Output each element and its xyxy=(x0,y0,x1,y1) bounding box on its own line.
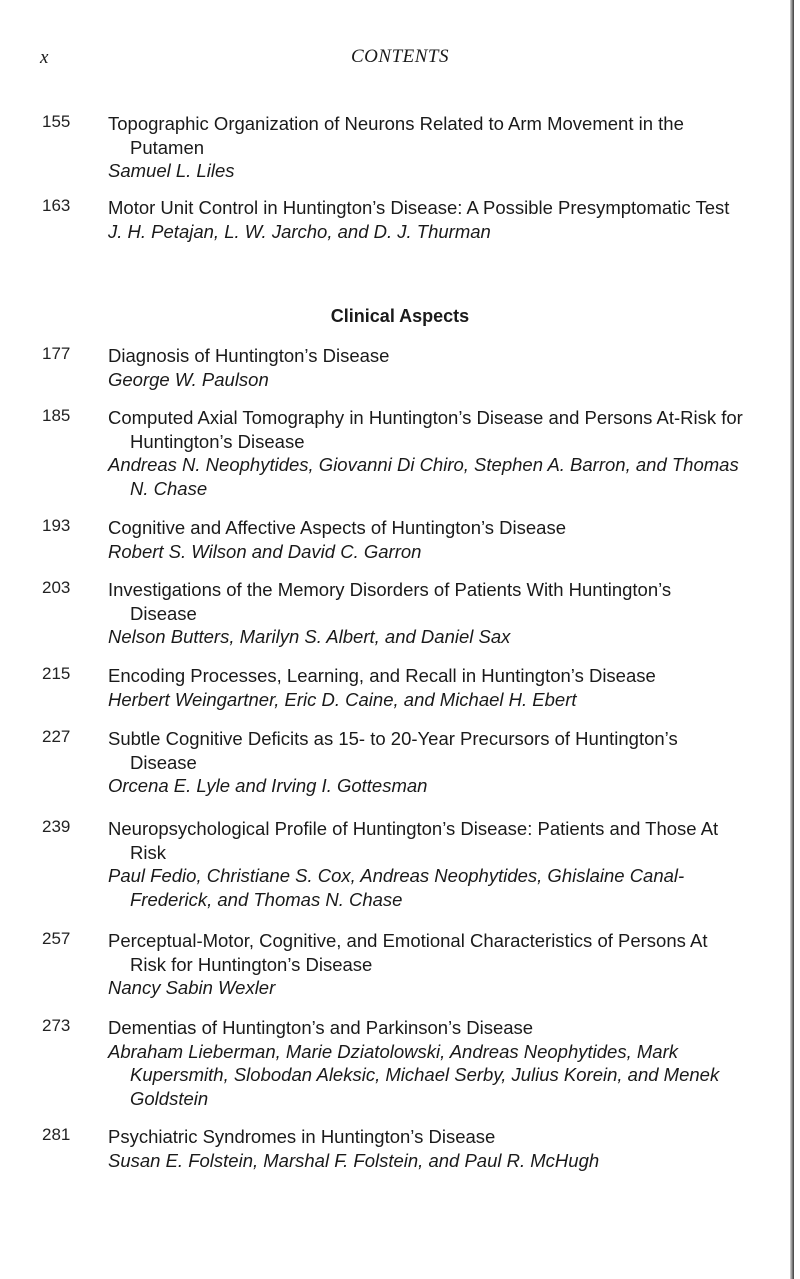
toc-authors: Orcena E. Lyle and Irving I. Gottesman xyxy=(108,775,428,796)
page-edge xyxy=(790,0,794,1279)
page-folio: x xyxy=(40,47,49,68)
toc-page-number: 203 xyxy=(42,578,71,597)
toc-title: Diagnosis of Huntington’s Disease xyxy=(108,345,390,366)
section-heading: Clinical Aspects xyxy=(330,306,470,326)
toc-title: Topographic Organization of Neurons Related to Arm Movement in the Putamen xyxy=(108,113,684,158)
toc-authors: J. H. Petajan, L. W. Jarcho, and D. J. Thurman xyxy=(108,220,491,242)
toc-title: Cognitive and Affective Aspects of Huntington’s Disease xyxy=(108,517,566,538)
toc-page-number: 215 xyxy=(42,664,71,683)
toc-page-number: 185 xyxy=(42,406,71,425)
toc-page-number: 281 xyxy=(42,1125,71,1144)
toc-authors: Nancy Sabin Wexler xyxy=(108,977,276,998)
toc-page-number: 239 xyxy=(42,817,71,836)
toc-authors: George W. Paulson xyxy=(108,368,269,390)
toc-page-number: 273 xyxy=(42,1016,71,1035)
toc-title: Motor Unit Control in Huntington’s Disease: A Possible Presymptomatic Test xyxy=(108,197,730,218)
toc-page-number: 177 xyxy=(42,344,71,363)
toc-title: Computed Axial Tomography in Huntington’s Disease and Persons At-Risk for Huntington’s Disease xyxy=(108,407,743,452)
toc-title: Neuropsychological Profile of Huntington’s Disease: Patients and Those At Risk xyxy=(108,818,719,863)
toc-title: Dementias of Huntington’s and Parkinson’s Disease xyxy=(108,1017,534,1038)
toc-title: Subtle Cognitive Deficits as 15- to 20-Year Precursors of Huntington’s Disease xyxy=(108,728,678,773)
toc-page-number: 163 xyxy=(42,196,71,215)
toc-authors: Paul Fedio, Christiane S. Cox, Andreas Neophytides, Ghislaine Canal-Frederick, and Thomas N. Chase xyxy=(108,865,685,910)
toc-authors: Abraham Lieberman, Marie Dziatolowski, Andreas Neophytides, Mark Kupersmith, Slobodan Aleksic, Michael Serby, Julius Korein, and Menek Goldstein xyxy=(108,1040,720,1109)
toc-authors: Samuel L. Liles xyxy=(108,160,235,181)
toc-title: Psychiatric Syndromes in Huntington’s Disease xyxy=(108,1126,496,1147)
toc-authors: Robert S. Wilson and David C. Garron xyxy=(108,540,422,562)
toc-authors: Susan E. Folstein, Marshal F. Folstein, and Paul R. McHugh xyxy=(108,1149,600,1171)
page-title: CONTENTS xyxy=(351,46,449,67)
toc-authors: Nelson Butters, Marilyn S. Albert, and Daniel Sax xyxy=(108,626,511,647)
toc-authors: Herbert Weingartner, Eric D. Caine, and Michael H. Ebert xyxy=(108,688,577,710)
toc-title: Perceptual-Motor, Cognitive, and Emotional Characteristics of Persons At Risk for Huntington’s Disease xyxy=(108,930,708,975)
toc-page-number: 227 xyxy=(42,727,71,746)
toc-title: Encoding Processes, Learning, and Recall in Huntington’s Disease xyxy=(108,665,656,686)
toc-page-number: 155 xyxy=(42,112,71,131)
toc-page-number: 257 xyxy=(42,929,71,948)
toc-authors: Andreas N. Neophytides, Giovanni Di Chiro, Stephen A. Barron, and Thomas N. Chase xyxy=(108,454,739,499)
toc-page-number: 193 xyxy=(42,516,71,535)
toc-title: Investigations of the Memory Disorders of Patients With Huntington’s Disease xyxy=(108,579,672,624)
